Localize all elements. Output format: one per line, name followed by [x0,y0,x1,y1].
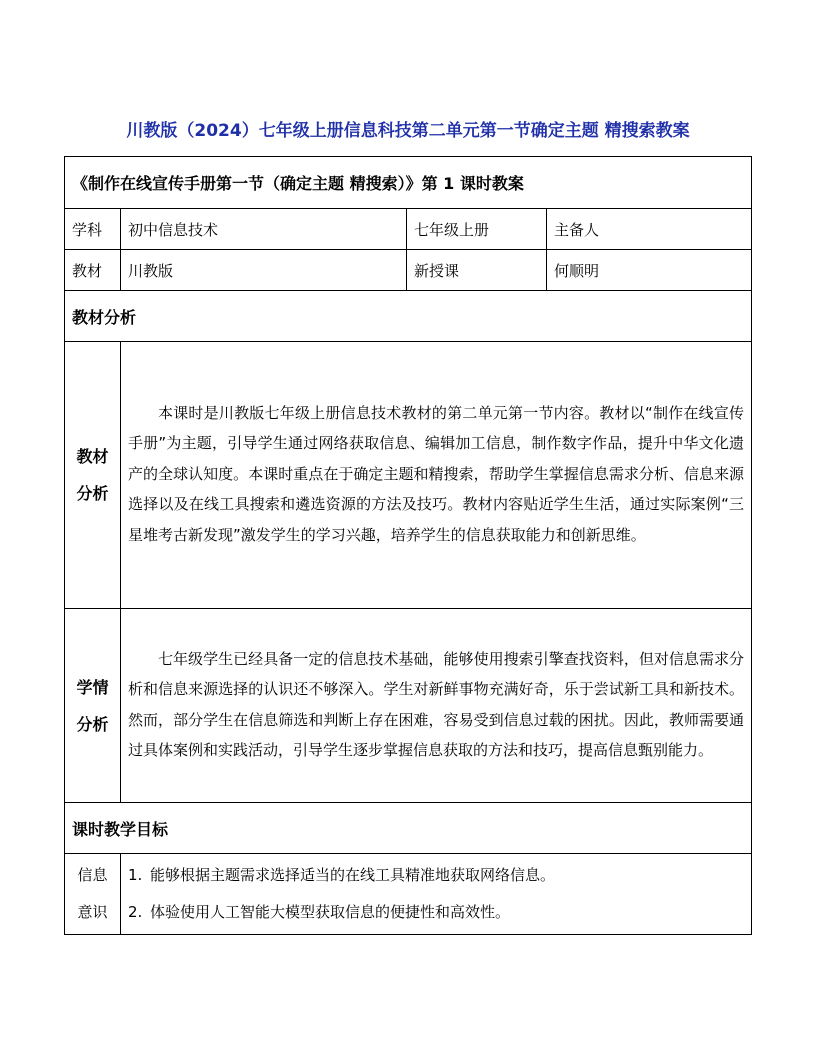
goal-item [128,857,744,894]
student-analysis-text: 七年级学生已经具备一定的信息技术基础，能够使用搜索引擎查找资料，但对信息需求分析和信息来源选择的认识还不够深入。学生对新鲜事物充满好奇，乐于尝试新工具和新技术。然而，部分学生在信息筛选和判断上存在困难，容易受到信息过载的困扰。因此，教师需要通过具体案例和实践活动，引导学生逐步掌握信息获取的方法和技巧，提高信息甄别能力。 [121,609,752,803]
subject-value: 初中信息技术 [121,209,407,250]
lesson-header-row [65,157,752,209]
material-analysis-row [65,342,752,609]
goal-list [121,854,752,935]
lesson-header: 《制作在线宣传手册第一节（确定主题 精搜索）》第 1 课时教案 [65,157,752,209]
student-label-line1: 学情 [76,677,109,697]
document-title: 川教版（2024）七年级上册信息科技第二单元第一节确定主题 精搜索教案 [126,121,690,141]
lesson-plan-table [64,156,752,935]
textbook-label: 教材 [65,250,121,291]
grade-value: 七年级上册 [407,209,547,250]
goal-label-line2: 意识 [77,903,108,921]
goal-text: 体验使用人工智能大模型获取信息的便捷性和高效性。 [150,903,511,921]
material-heading-row [65,291,752,342]
preparer-label: 主备人 [547,209,752,250]
goal-label-line1: 信息 [77,866,108,884]
student-analysis-row [65,609,752,803]
information-awareness-label [65,854,121,935]
preparer-name: 何顺明 [547,250,752,291]
goal-number: 1. [128,866,143,884]
material-analysis-text: 本课时是川教版七年级上册信息技术教材的第二单元第一节内容。教材以“制作在线宣传手册”为主题，引导学生通过网络获取信息、编辑加工信息，制作数字作品，提升中华文化遗产的全球认知度。本课时重点在于确定主题和精搜索，帮助学生掌握信息需求分析、信息来源选择以及在线工具搜索和遴选资源的方法及技巧。教材内容贴近学生生活，通过实际案例“三星堆考古新发现”激发学生的学习兴趣，培养学生的信息获取能力和创新思维。 [121,342,752,609]
textbook-value: 川教版 [121,250,407,291]
info-row-textbook [65,250,752,291]
goals-heading-row [65,803,752,854]
material-heading: 教材分析 [65,291,752,342]
material-label-line2: 分析 [76,484,109,503]
goals-heading: 课时教学目标 [65,803,752,854]
goal-text: 能够根据主题需求选择适当的在线工具精准地获取网络信息。 [150,866,556,884]
goal-item [128,894,744,931]
lesson-type-value: 新授课 [407,250,547,291]
subject-label: 学科 [65,209,121,250]
goals-row [65,854,752,935]
material-label-line1: 教材 [76,447,109,466]
material-analysis-label [65,342,121,609]
info-row-subject [65,209,752,250]
student-label-line2: 分析 [76,714,109,734]
goal-number: 2. [128,903,143,921]
student-analysis-label [65,609,121,803]
